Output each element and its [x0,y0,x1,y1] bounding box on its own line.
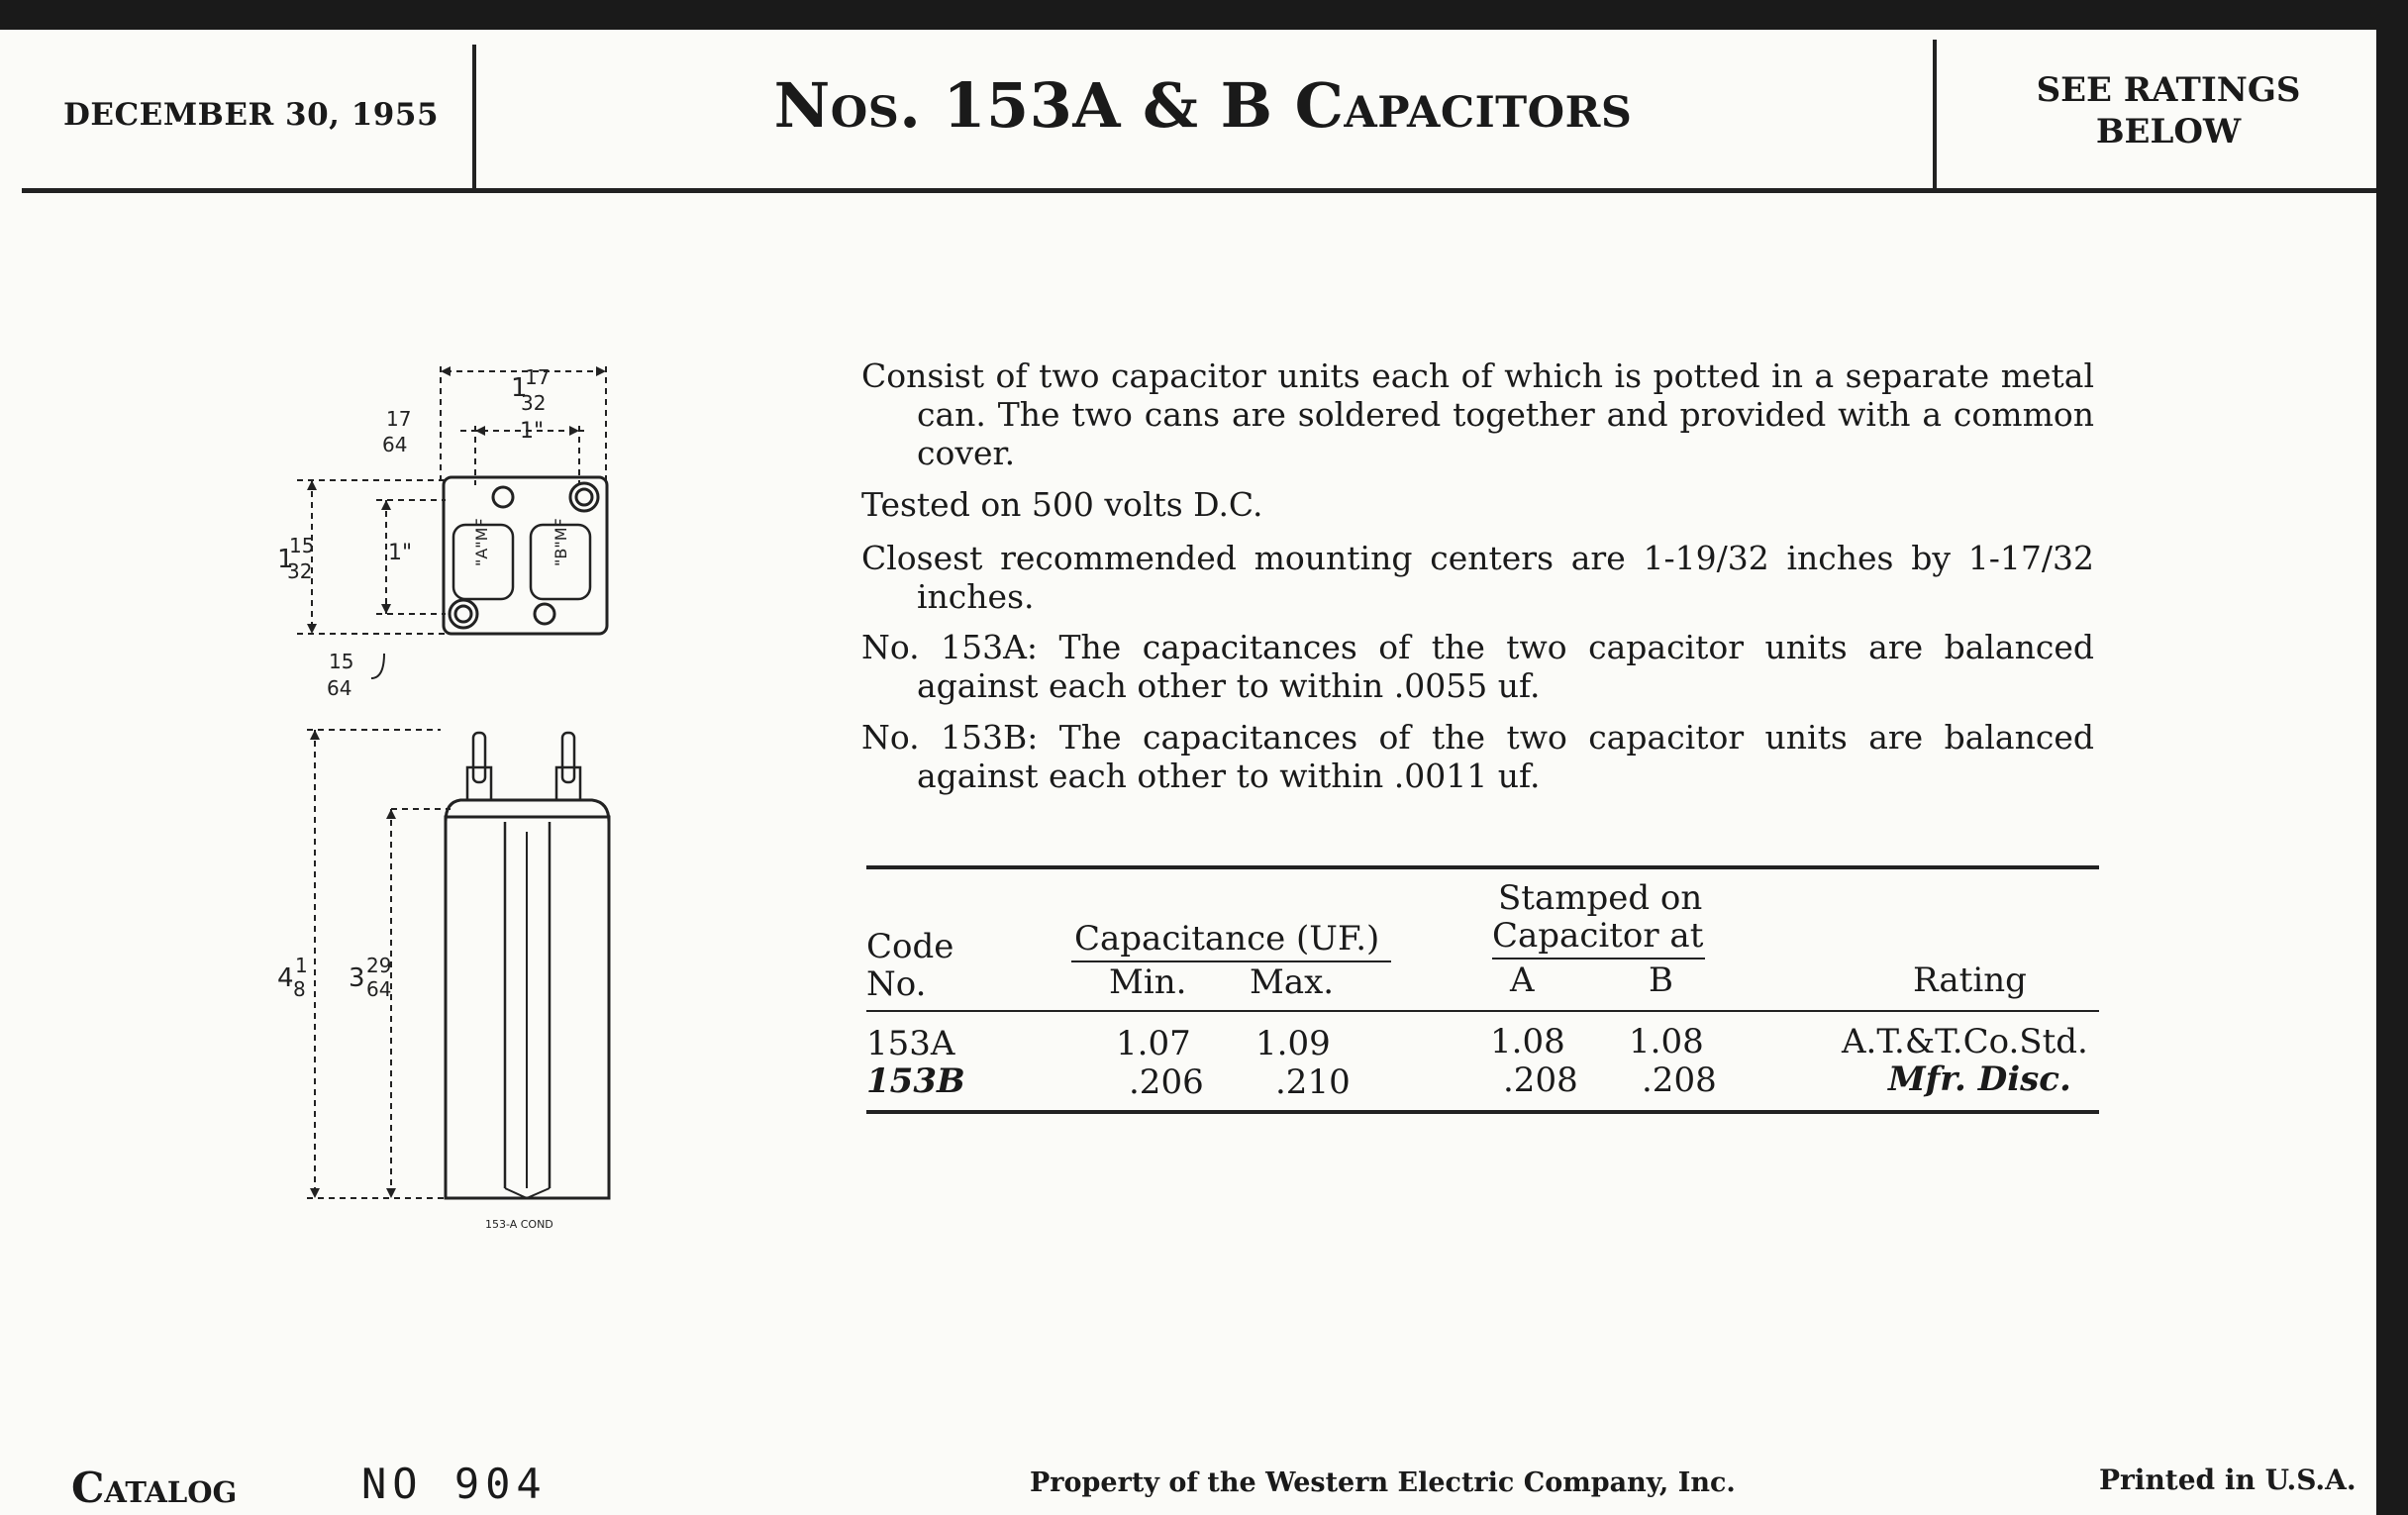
row-153b-b: .208 [1642,1060,1717,1100]
description-paragraph: No. 153A: The capacitances of the two capacitor units are balanced against each other to within .0055 uf. [861,628,2094,705]
dim-can-den: 64 [366,977,392,1001]
ratings-table [866,832,2099,1119]
header-stamped: Stamped on [1498,878,1703,918]
sheet-date: DECEMBER 30, 1955 [63,97,440,133]
ratings-note [1956,69,2381,152]
description-paragraph: No. 153B: The capacitances of the two capacitor units are balanced against each other to within .0011 uf. [861,718,2094,795]
header-divider-right [1933,40,1937,188]
label-b-mf: "B"MF [552,518,570,566]
stamped-underline [1492,958,1705,960]
header-max: Max. [1250,962,1335,1002]
dim-top-whole: 1 [511,373,528,403]
footer-catalog-label: Catalog [71,1464,238,1512]
footer-property-notice: Property of the Western Electric Company, Inc. [1030,1467,1736,1498]
dim-bottom-offset-num: 15 [329,650,354,673]
dim-top-num: 17 [525,365,551,389]
dim-top-den: 32 [521,391,547,415]
row-153b-min: .206 [1129,1062,1204,1102]
dim-bottom-offset-den: 64 [327,676,352,700]
dim-height-den: 32 [287,559,313,583]
label-a-mf: "A"MF [472,518,491,566]
dim-inner-height: 1" [388,541,413,565]
description-paragraph: Consist of two capacitor units each of which is potted in a separate metal can. The two cans are soldered together and provided with a common cover. [861,356,2094,472]
header-capacitance: Capacitance (UF.) [1074,919,1380,959]
dim-overall-whole: 4 [277,963,294,993]
dim-left-offset-num: 17 [386,407,412,431]
header-rating: Rating [1913,960,2027,1000]
header-code: Code [866,927,954,966]
header-rule [22,188,2376,193]
table-bottom-rule [866,1110,2099,1114]
footer-catalog-number: NO 904 [361,1460,548,1508]
dim-height-num: 15 [289,534,315,557]
row-153b-a: .208 [1503,1060,1578,1100]
capacitor-drawing [277,327,644,1238]
catalog-sheet [0,30,2376,1515]
dim-inner-width: 1" [520,419,545,444]
dim-height-whole: 1 [277,545,294,574]
row-153a-a: 1.08 [1490,1022,1565,1061]
dim-left-offset-den: 64 [382,433,408,456]
footer-printed-notice: Printed in U.S.A. [2099,1464,2357,1496]
row-153b-code: 153B [866,1061,965,1101]
dim-can-whole: 3 [349,963,365,993]
plan-view-body [444,477,607,634]
description-paragraph: Closest recommended mounting centers are 1-19/32 inches by 1-17/32 inches. [861,539,2094,616]
row-153a-min: 1.07 [1116,1024,1191,1063]
header-rule [866,1010,2099,1012]
page-title: Nos. 153A & B Capacitors [773,69,1633,142]
header-a: A [1510,960,1535,1000]
row-153b-max: .210 [1275,1062,1351,1102]
header-min: Min. [1109,962,1187,1002]
description-paragraph: Tested on 500 volts D.C. [861,485,1263,524]
row-153b-rating: Mfr. Disc. [1888,1060,2071,1099]
row-153a-max: 1.09 [1255,1024,1331,1063]
row-153a-b: 1.08 [1629,1022,1704,1061]
ratings-note-line2: BELOW [2095,112,2242,152]
header-b: B [1649,960,1673,1000]
drawing-caption: 153-A COND [485,1218,553,1231]
ratings-note-line1: SEE RATINGS [2036,70,2301,110]
table-top-rule [866,865,2099,869]
row-153a-code: 153A [866,1024,955,1063]
dim-overall-num: 1 [295,954,308,977]
row-153a-rating: A.T.&T.Co.Std. [1842,1022,2088,1061]
header-code-no: No. [866,964,927,1004]
dim-can-num: 29 [366,954,392,977]
header-stamped-2: Capacitor at [1492,916,1704,956]
dim-overall-den: 8 [293,977,306,1001]
